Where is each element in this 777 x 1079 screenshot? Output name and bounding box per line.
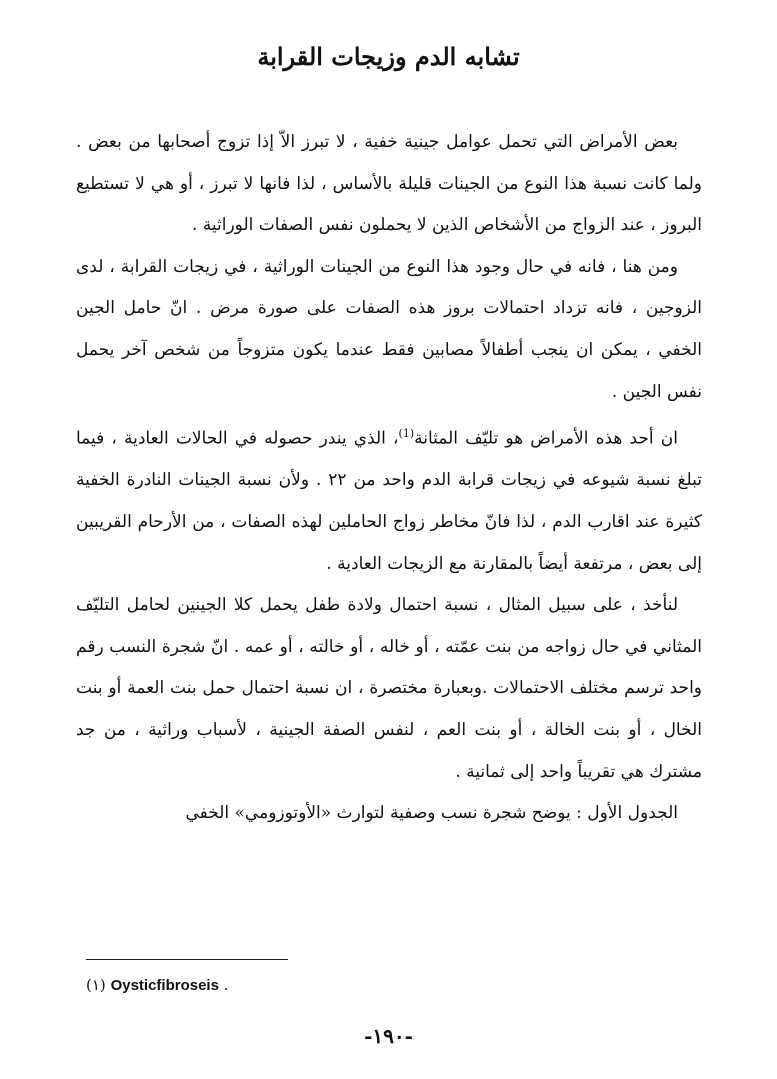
paragraph-3-start: ان أحد هذه الأمراض هو تليّف المثانة [414,428,678,449]
paragraph-4: لنأخذ ، على سبيل المثال ، نسبة احتمال ولادة طفل يحمل كلا الجينين لحامل التليّف المثاني في حال زواجه من بنت عمّته ، أو خاله ، أو خالته ، أو عمه . انّ شجرة النسب رقم واحد ترسم مختلف الاحتمالات .وبعبارة مختصرة ، ان نسبة احتمال حمل بنت العمة أو بنت الخال ، أو بنت الخالة ، أو بنت العم ، لنفس الصفة الجينية ، لأسباب وراثية ، من جد مشترك هي تقريباً واحد إلى ثمانية . [76,595,702,782]
footnote [86,976,229,994]
footnote-end: . [223,976,229,994]
paragraph-2: ومن هنا ، فانه في حال وجود هذا النوع من الجينات الوراثية ، في زيجات القرابة ، لدى الزوجين ، فانه تزداد احتمالات بروز هذه الصفات على صورة مرض . انّ حامل الجين الخفي ، يمكن ان ينجب أطفالاً مصابين فقط عندما يكون متزوجاً من شخص آخر يحمل نفس الجين . [76,256,702,402]
paragraph-3 [76,413,702,585]
footnote-reference[interactable]: (1) [398,427,415,441]
footnote-divider [86,959,288,960]
footnote-number: (١) [86,976,106,994]
page-number: -١٩٠- [364,1024,413,1048]
body-text [76,122,702,835]
page-title: تشابه الدم وزيجات القرابة [257,42,520,71]
paragraph-3-rest: ، الذي يندر حصوله في الحالات العادية ، فيما تبلغ نسبة شيوعه في زيجات قرابة الدم واحد من ٢٢ . ولأن نسبة الجينات النادرة الخفية كثيرة عند اقارب الدم ، لذا فانّ مخاطر زواج الحاملين لهذه الصفات ، من الأرحام القريبين إلى بعض ، مرتفعة أيضاً بالمقارنة مع الزيجات العادية . [76,428,703,574]
footnote-term: Oysticfibroseis [110,977,219,994]
paragraph-5: الجدول الأول : يوضح شجرة نسب وصفية لتوارث «الأوتوزومي» الخفي [185,803,678,824]
paragraph-1: بعض الأمراض التي تحمل عوامل جينية خفية ، لا تبرز الاّ إذا تزوج أصحابها من بعض . ولما كانت نسبة هذا النوع من الجينات قليلة بالأساس ، لذا فانها لا تبرز ، أو هي لا تستطيع البروز ، عند الزواج من الأشخاص الذين لا يحملون نفس الصفات الوراثية . [76,132,702,236]
